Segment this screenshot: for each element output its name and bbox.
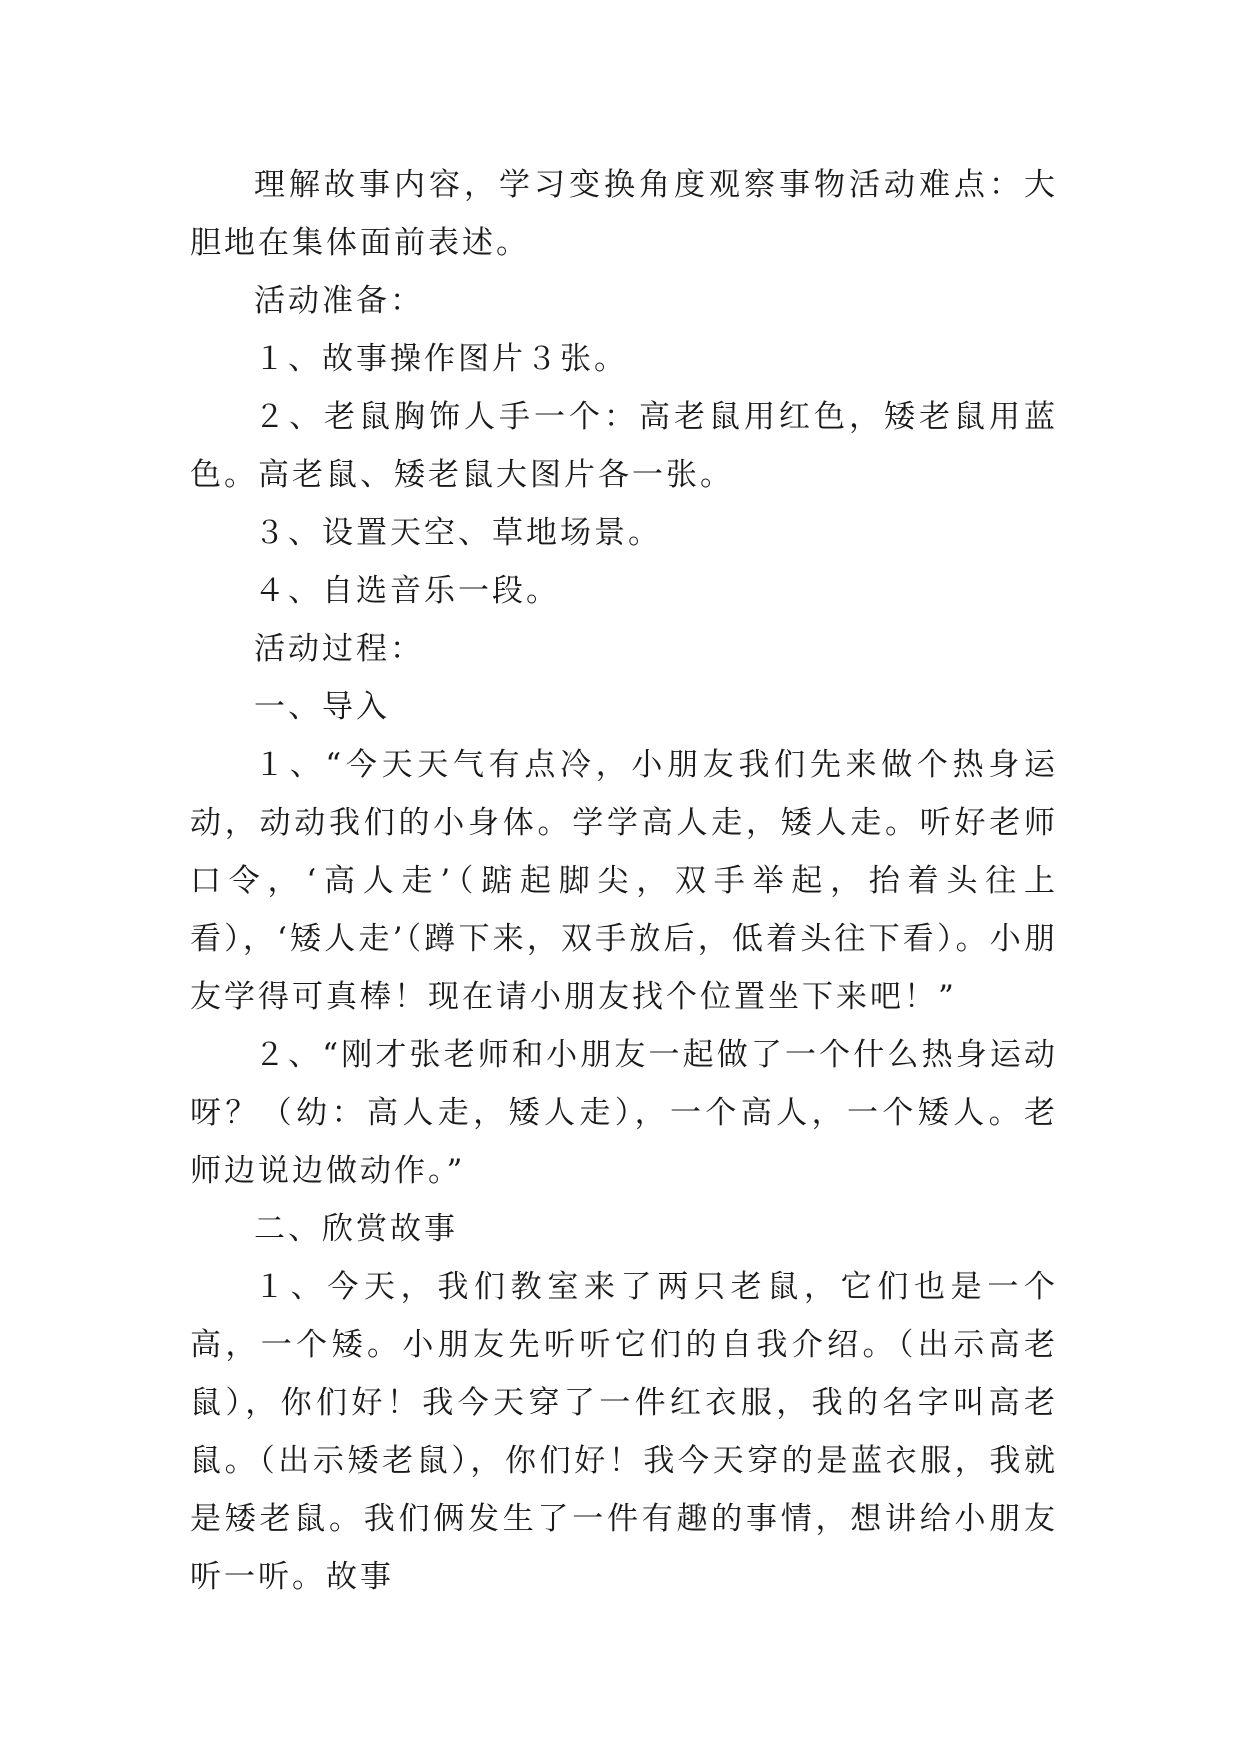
paragraph-preparation-heading: 活动准备：: [254, 283, 424, 319]
paragraph-story-step-1: １、今天，我们教室来了两只老鼠，它们也是一个高，一个矮。小朋友先听听它们的自我介绍。（出示高老鼠），你们好！我今天穿了一件红衣服，我的名字叫高老鼠。（出示矮老鼠），你们好！我今天穿的是蓝衣服，我就是矮老鼠。我们俩发生了一件有趣的事情，想讲给小朋友听一听。故事: [190, 1269, 1058, 1595]
paragraph-lesson-focus: 理解故事内容，学习变换角度观察事物活动难点：大胆地在集体面前表述。: [190, 167, 1058, 261]
paragraph-prep-item-1: １、故事操作图片３张。: [254, 341, 628, 377]
paragraph-prep-item-2: ２、老鼠胸饰人手一个：高老鼠用红色，矮老鼠用蓝色。高老鼠、矮老鼠大图片各一张。: [190, 399, 1058, 493]
paragraph-prep-item-3: ３、设置天空、草地场景。: [254, 515, 662, 551]
paragraph-section-intro: 一、导入: [254, 689, 390, 725]
paragraph-intro-step-1: １、“今天天气有点冷，小朋友我们先来做个热身运动，动动我们的小身体。学学高人走，矮人走。听好老师口令，‘高人走’（踮起脚尖，双手举起，抬着头往上看），‘矮人走’（蹲下来，双手放后，低着头往下看）。小朋友学得可真棒！现在请小朋友找个位置坐下来吧！”: [190, 747, 1058, 1015]
paragraph-process-heading: 活动过程：: [254, 631, 424, 667]
paragraph-prep-item-4: ４、自选音乐一段。: [254, 573, 560, 609]
paragraph-intro-step-2: ２、“刚才张老师和小朋友一起做了一个什么热身运动呀？（幼：高人走，矮人走），一个高人，一个矮人。老师边说边做动作。”: [190, 1037, 1058, 1189]
paragraph-section-story: 二、欣赏故事: [254, 1211, 458, 1247]
document-body: [190, 156, 1058, 1606]
